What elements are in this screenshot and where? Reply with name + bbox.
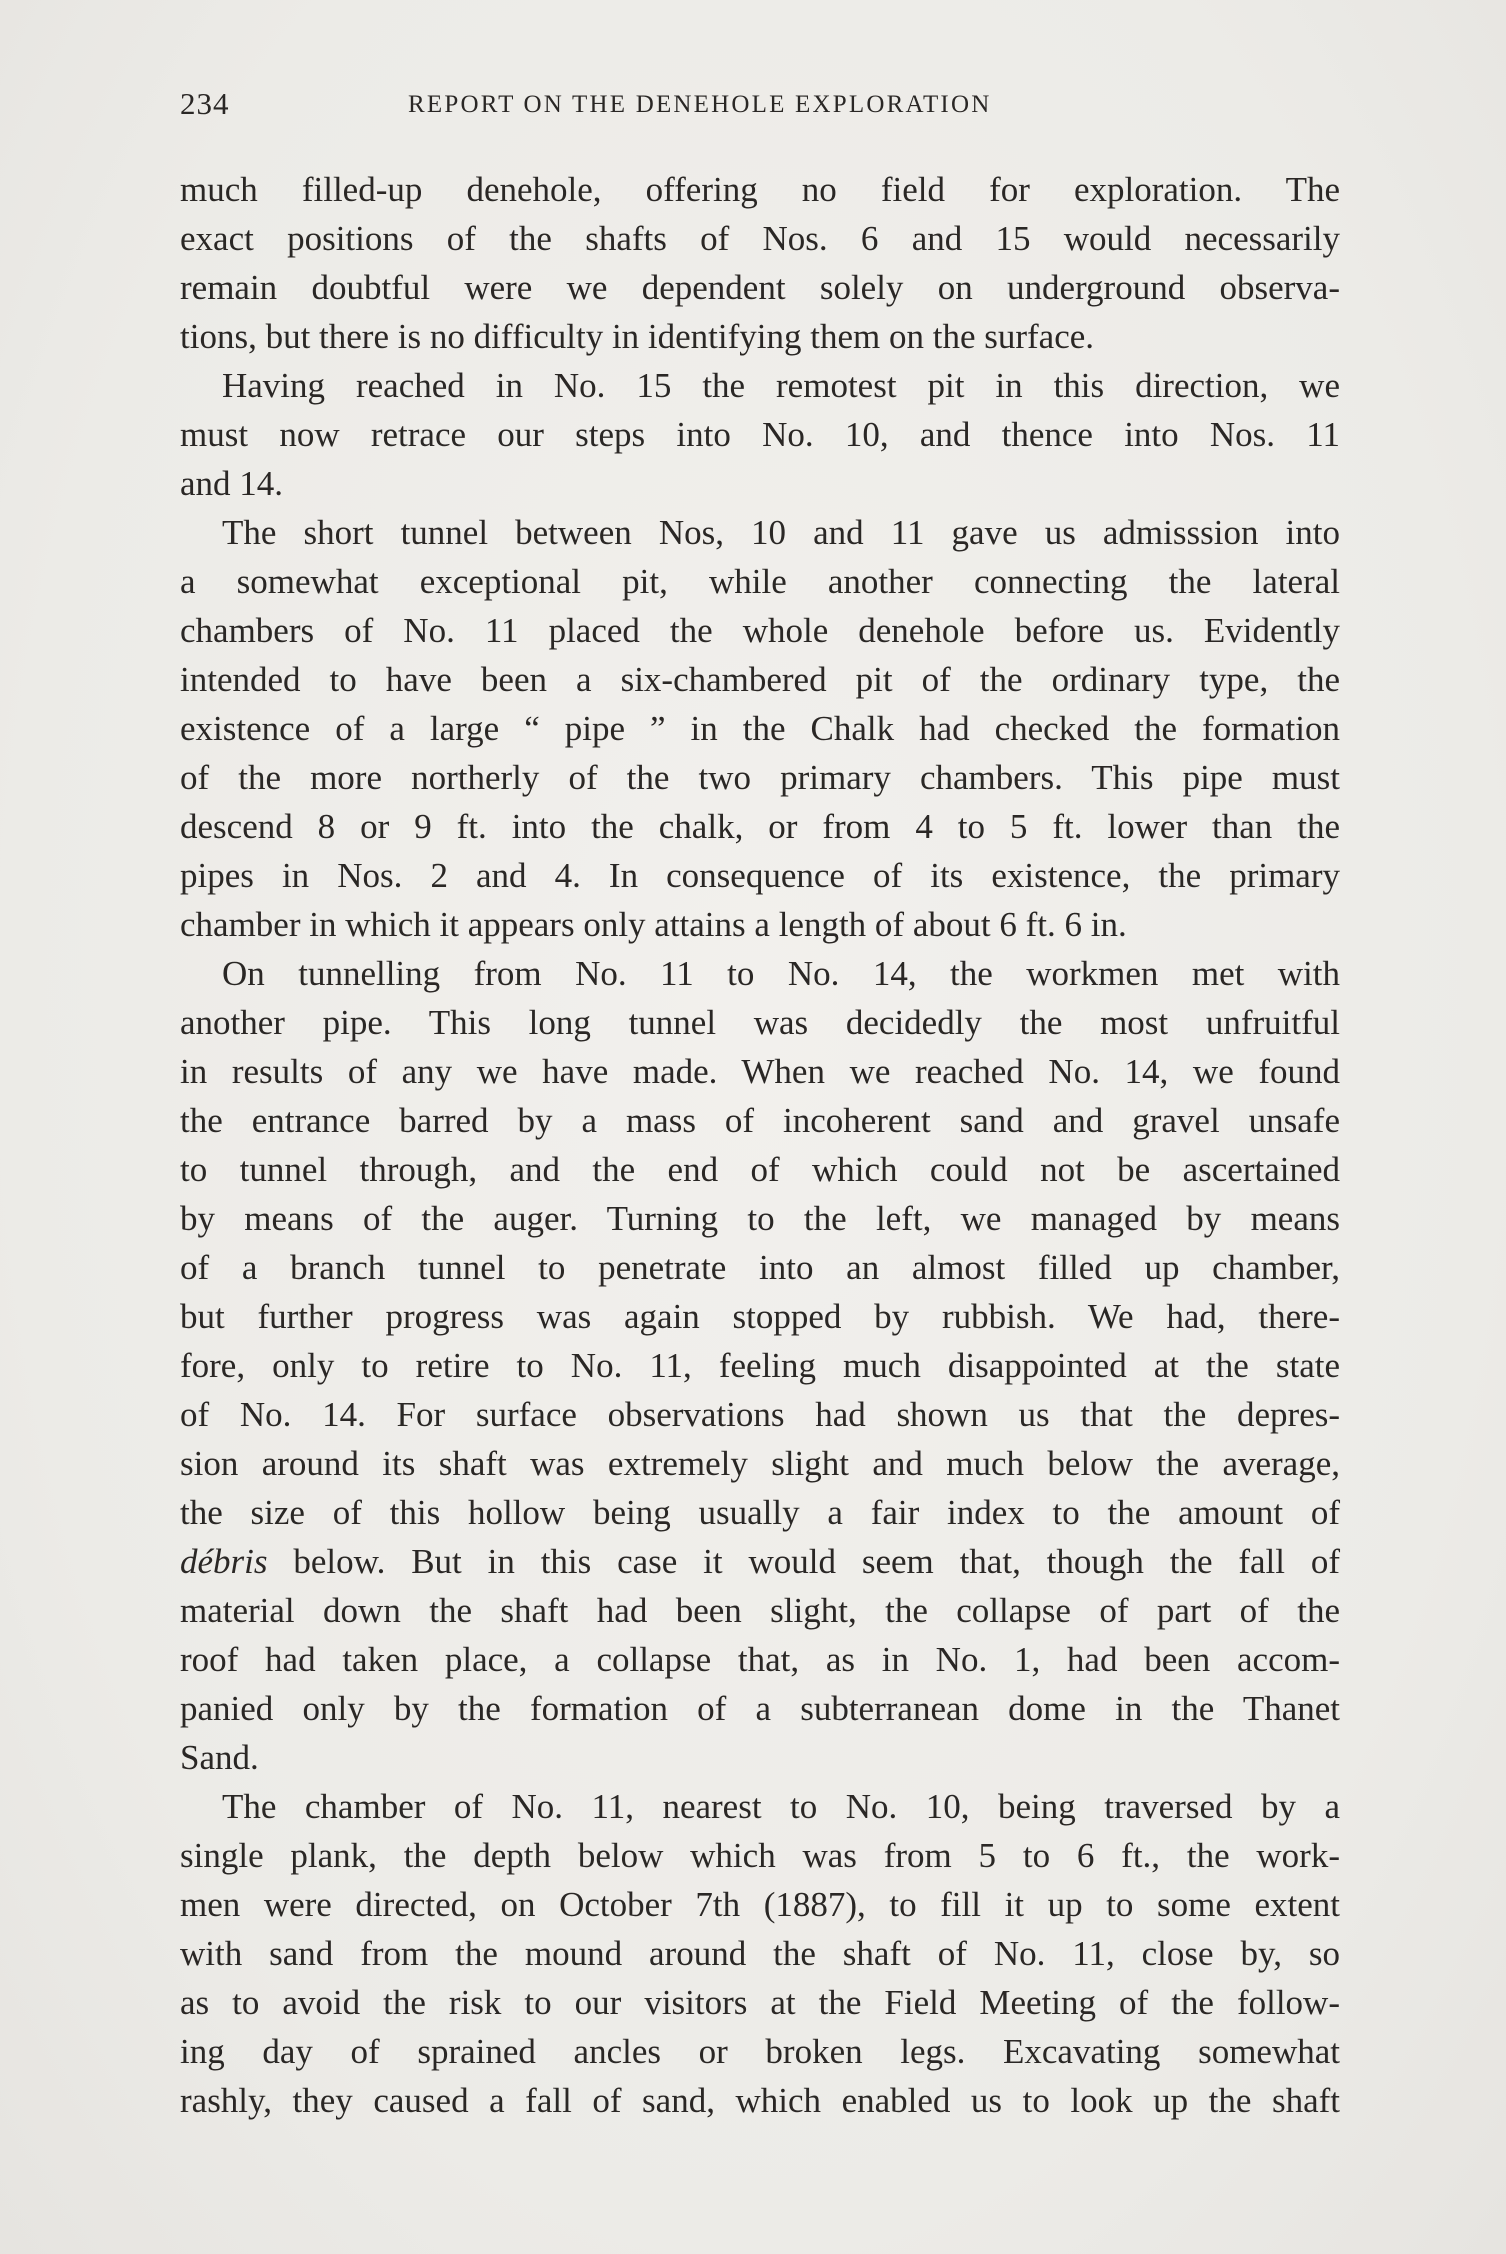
- text-line: of the more northerly of the two primary chambers. This pipe must: [180, 758, 1340, 797]
- text-line: fore, only to retire to No. 11, feeling much disappointed at the state: [180, 1346, 1340, 1385]
- text-line: by means of the auger. Turning to the left, we managed by means: [180, 1199, 1340, 1238]
- text-line: with sand from the mound around the shaft of No. 11, close by, so: [180, 1934, 1340, 1973]
- page-number: 234: [180, 86, 230, 121]
- text-line: exact positions of the shafts of Nos. 6 and 15 would necessarily: [180, 219, 1340, 258]
- text-line: of a branch tunnel to penetrate into an almost filled up chamber,: [180, 1248, 1340, 1287]
- text-line: but further progress was again stopped by rubbish. We had, there-: [180, 1297, 1340, 1336]
- text-line: of No. 14. For surface observations had shown us that the depres-: [180, 1395, 1340, 1434]
- text-line: the entrance barred by a mass of incoherent sand and gravel unsafe: [180, 1101, 1340, 1140]
- text-run: below. But in this case it would seem that, though the fall of: [267, 1542, 1340, 1581]
- text-line: panied only by the formation of a subterranean dome in the Thanet: [180, 1689, 1340, 1728]
- text-line: The short tunnel between Nos, 10 and 11 gave us admisssion into: [222, 513, 1340, 552]
- text-line: much filled-up denehole, offering no field for exploration. The: [180, 170, 1340, 209]
- body-text: [180, 165, 1340, 2125]
- text-line: ing day of sprained ancles or broken legs. Excavating somewhat: [180, 2032, 1340, 2071]
- text-line: in results of any we have made. When we reached No. 14, we found: [180, 1052, 1340, 1091]
- text-line: men were directed, on October 7th (1887), to fill it up to some extent: [180, 1885, 1340, 1924]
- running-title: REPORT ON THE DENEHOLE EXPLORATION: [408, 91, 992, 118]
- text-line: intended to have been a six-chambered pit of the ordinary type, the: [180, 660, 1340, 699]
- italic-word: débris: [180, 1542, 268, 1581]
- running-head: [180, 86, 1340, 126]
- text-line: as to avoid the risk to our visitors at the Field Meeting of the follow-: [180, 1983, 1340, 2022]
- text-line: existence of a large “ pipe ” in the Chalk had checked the formation: [180, 709, 1340, 748]
- text-line: roof had taken place, a collapse that, as in No. 1, had been accom-: [180, 1640, 1340, 1679]
- text-line: Having reached in No. 15 the remotest pit in this direction, we: [222, 366, 1340, 405]
- text-line: single plank, the depth below which was from 5 to 6 ft., the work-: [180, 1836, 1340, 1875]
- text-line: remain doubtful were we dependent solely on underground observa-: [180, 268, 1340, 307]
- text-line: must now retrace our steps into No. 10, and thence into Nos. 11: [180, 415, 1340, 454]
- text-line: another pipe. This long tunnel was decidedly the most unfruitful: [180, 1003, 1340, 1042]
- text-line: the size of this hollow being usually a fair index to the amount of: [180, 1493, 1340, 1532]
- text-line: a somewhat exceptional pit, while another connecting the lateral: [180, 562, 1340, 601]
- text-line: and 14.: [180, 464, 284, 503]
- text-line: rashly, they caused a fall of sand, which enabled us to look up the shaft: [180, 2081, 1340, 2120]
- text-line: chamber in which it appears only attains a length of about 6 ft. 6 in.: [180, 905, 1127, 944]
- text-line: Sand.: [180, 1738, 259, 1777]
- text-line: pipes in Nos. 2 and 4. In consequence of its existence, the primary: [180, 856, 1340, 895]
- text-line: The chamber of No. 11, nearest to No. 10, being traversed by a: [222, 1787, 1340, 1826]
- text-line: chambers of No. 11 placed the whole denehole before us. Evidently: [180, 611, 1340, 650]
- text-line: material down the shaft had been slight, the collapse of part of the: [180, 1591, 1340, 1630]
- text-line: [180, 1537, 1340, 1586]
- text-line: On tunnelling from No. 11 to No. 14, the workmen met with: [222, 954, 1340, 993]
- text-line: descend 8 or 9 ft. into the chalk, or from 4 to 5 ft. lower than the: [180, 807, 1340, 846]
- text-line: tions, but there is no difficulty in identifying them on the surface.: [180, 317, 1095, 356]
- text-line: sion around its shaft was extremely slight and much below the average,: [180, 1444, 1340, 1483]
- text-line: to tunnel through, and the end of which could not be ascertained: [180, 1150, 1340, 1189]
